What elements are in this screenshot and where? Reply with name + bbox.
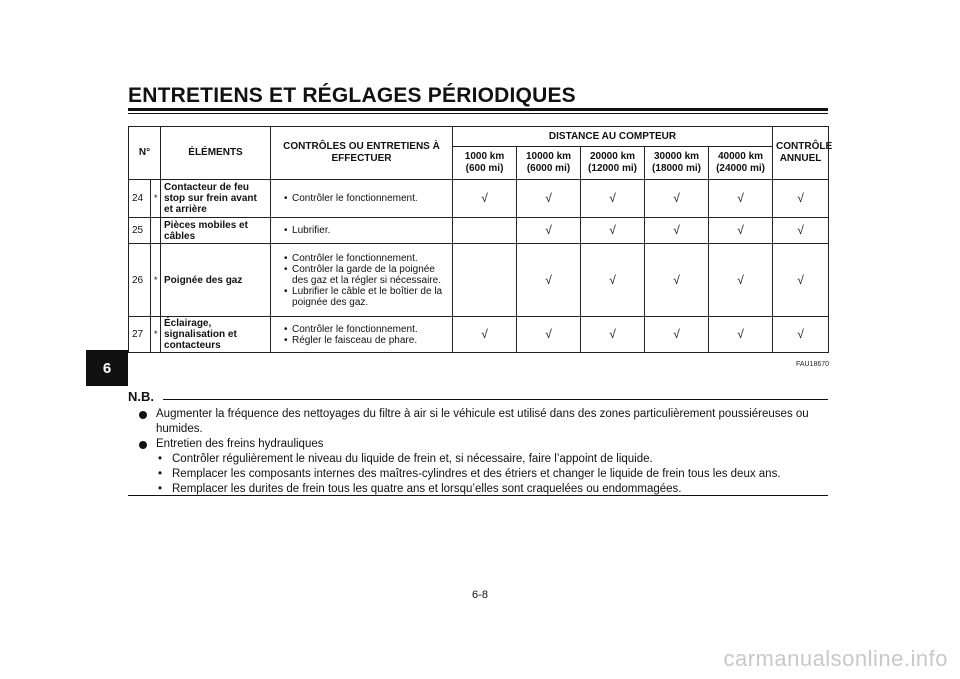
header-annual: CONTRÔLE ANNUEL <box>773 127 829 180</box>
control-item: • Contrôler la garde de la poignée des gaz et la régler si nécessaire. <box>284 264 449 286</box>
row-element: Poignée des gaz <box>161 244 271 317</box>
check-mark: √ <box>517 244 581 317</box>
header-distance-2 <box>581 147 645 180</box>
check-mark: √ <box>517 180 581 218</box>
header-elements: ÉLÉMENTS <box>161 127 271 180</box>
distance-mi: (600 mi) <box>465 163 504 174</box>
header-distance-1 <box>517 147 581 180</box>
check-mark: √ <box>645 244 709 317</box>
note-item <box>136 437 828 452</box>
header-distance-0 <box>453 147 517 180</box>
control-item: • Contrôler le fonctionnement. <box>284 324 449 335</box>
note-subitem <box>136 467 828 482</box>
check-mark: √ <box>773 180 829 218</box>
row-element: Contacteur de feu stop sur frein avant et arrière <box>161 180 271 218</box>
title-rule-thin <box>128 113 828 114</box>
control-item: • Lubrifier le câble et le boîtier de la poignée des gaz. <box>284 286 449 308</box>
row-number: 26 <box>129 244 151 317</box>
note-subitem <box>136 452 828 467</box>
header-controls: CONTRÔLES OU ENTRETIENS À EFFECTUER <box>271 127 453 180</box>
note-text: Entretien des freins hydrauliques <box>156 438 324 450</box>
note-subtext: Remplacer les composants internes des maîtres-cylindres et des étriers et changer le liquide de frein tous les deux ans. <box>172 468 781 480</box>
row-controls <box>271 180 453 218</box>
distance-mi: (24000 mi) <box>716 163 765 174</box>
note-subtext: Remplacer les durites de frein tous les quatre ans et lorsqu’elles sont craquelées ou endommagées. <box>172 483 682 495</box>
dot-icon: • <box>158 468 163 480</box>
check-mark: √ <box>709 317 773 353</box>
row-controls <box>271 218 453 244</box>
title-rule <box>128 108 828 111</box>
dot-icon: • <box>158 483 163 495</box>
row-number: 24 <box>129 180 151 218</box>
control-item: • Contrôler le fonctionnement. <box>284 193 449 204</box>
chapter-tab: 6 <box>86 350 128 386</box>
header-distance-3 <box>645 147 709 180</box>
maintenance-table <box>128 126 833 353</box>
row-star: * <box>151 317 161 353</box>
distance-mi: (18000 mi) <box>652 163 701 174</box>
note-subtext: Contrôler régulièrement le niveau du liquide de frein et, si nécessaire, faire l’appoint de liquide. <box>172 453 653 465</box>
row-controls <box>271 317 453 353</box>
distance-km: 20000 km <box>589 151 636 162</box>
page-title: ENTRETIENS ET RÉGLAGES PÉRIODIQUES <box>128 84 576 107</box>
check-mark: √ <box>453 317 517 353</box>
table-row <box>129 244 829 317</box>
bullet-icon <box>139 441 147 449</box>
check-mark: √ <box>581 218 645 244</box>
row-element: Pièces mobiles et câbles <box>161 218 271 244</box>
notes-body <box>136 407 828 497</box>
row-number: 27 <box>129 317 151 353</box>
distance-km: 1000 km <box>464 151 505 162</box>
check-mark: √ <box>581 244 645 317</box>
notes-rule <box>163 399 828 400</box>
check-mark: √ <box>709 218 773 244</box>
watermark: carmanualsonline.info <box>723 646 948 671</box>
check-mark: √ <box>709 180 773 218</box>
reference-code: FAU18670 <box>796 361 830 368</box>
check-mark: √ <box>517 317 581 353</box>
check-mark: √ <box>517 218 581 244</box>
row-element: Éclairage, signalisation et contacteurs <box>161 317 271 353</box>
page-number: 6-8 <box>472 589 488 601</box>
table-row <box>129 180 829 218</box>
header-distance: DISTANCE AU COMPTEUR <box>453 127 773 147</box>
row-star: * <box>151 244 161 317</box>
row-star: * <box>151 180 161 218</box>
control-item: • Régler le faisceau de phare. <box>284 335 449 346</box>
control-item: • Lubrifier. <box>284 225 449 236</box>
header-num: N° <box>129 127 161 180</box>
check-mark: √ <box>773 218 829 244</box>
check-mark: √ <box>773 244 829 317</box>
bottom-rule <box>128 495 828 496</box>
check-mark: √ <box>581 317 645 353</box>
note-item <box>136 407 828 437</box>
check-mark: √ <box>773 317 829 353</box>
control-item: • Contrôler le fonctionnement. <box>284 253 449 264</box>
distance-mi: (12000 mi) <box>588 163 637 174</box>
table-row <box>129 218 829 244</box>
notes-title: N.B. <box>128 389 154 404</box>
check-mark: √ <box>453 180 517 218</box>
header-distance-4 <box>709 147 773 180</box>
row-controls <box>271 244 453 317</box>
check-mark <box>453 218 517 244</box>
row-star <box>151 218 161 244</box>
row-number: 25 <box>129 218 151 244</box>
check-mark: √ <box>645 317 709 353</box>
dot-icon: • <box>158 453 163 465</box>
check-mark: √ <box>645 218 709 244</box>
distance-km: 40000 km <box>718 151 764 162</box>
distance-km: 10000 km <box>525 151 572 162</box>
check-mark <box>453 244 517 317</box>
check-mark: √ <box>709 244 773 317</box>
note-text: Augmenter la fréquence des nettoyages du filtre à air si le véhicule est utilisé dans des zones particulièrement poussiéreuses ou humides. <box>156 408 809 435</box>
bullet-icon <box>139 411 147 419</box>
check-mark: √ <box>645 180 709 218</box>
distance-km: 30000 km <box>653 151 700 162</box>
check-mark: √ <box>581 180 645 218</box>
table-row <box>129 317 829 353</box>
distance-mi: (6000 mi) <box>526 163 571 174</box>
